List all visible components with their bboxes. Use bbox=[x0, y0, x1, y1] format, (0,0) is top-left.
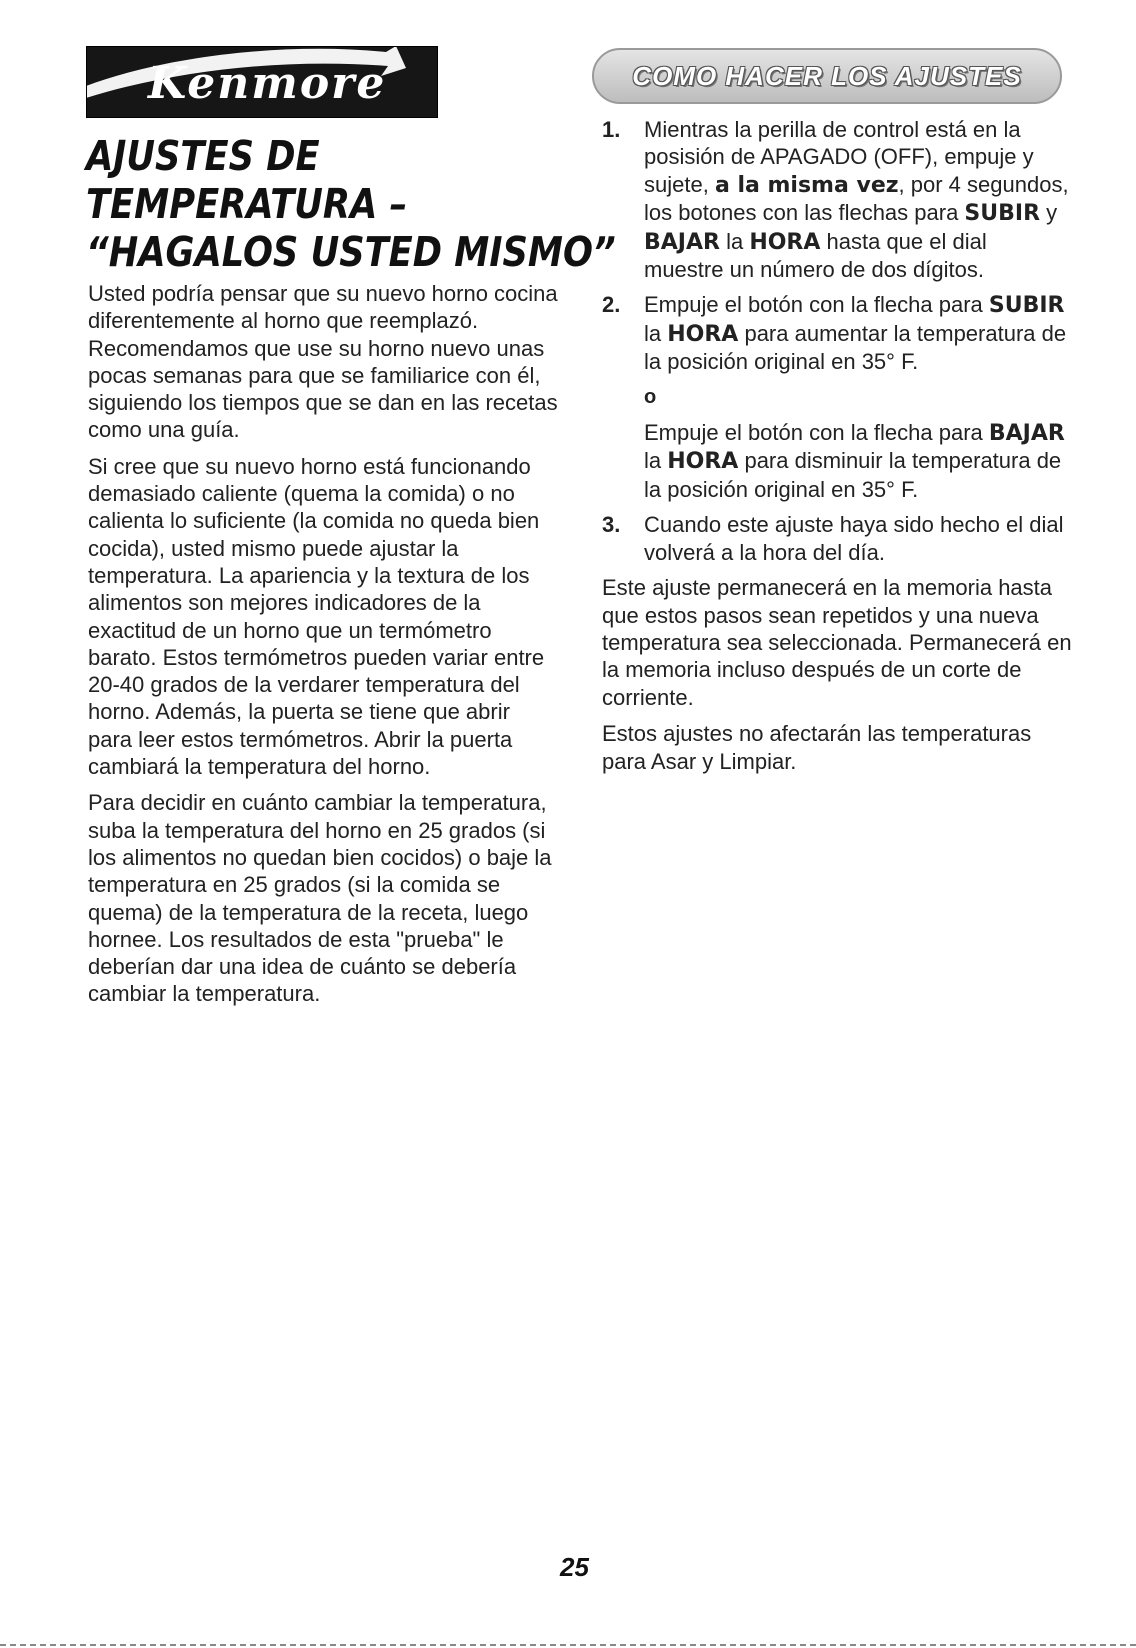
memory-note-paragraph: Este ajuste permanecerá en la memoria hasta que estos pasos sean repetidos y una nueva temperatura sea seleccionada. Permanecerá en la memoria incluso después de un corte de corriente. bbox=[602, 575, 1072, 710]
step-or-separator: o bbox=[644, 385, 657, 408]
step-2 bbox=[602, 291, 1072, 375]
broil-clean-note-paragraph: Estos ajustes no afectarán las temperaturas para Asar y Limpiar. bbox=[602, 721, 1032, 774]
step-text: la bbox=[644, 448, 668, 474]
step-text: Empuje el botón con la flecha para bbox=[644, 420, 989, 446]
step-keyword: BAJAR bbox=[988, 421, 1065, 447]
section-banner bbox=[592, 48, 1062, 104]
step-text: Cuando este ajuste haya sido hecho el dial volverá a la hora del día. bbox=[644, 512, 1064, 565]
step-text: para aumentar la temperatura de la posición original en 35° F. bbox=[644, 320, 1067, 375]
step-text: y bbox=[1040, 200, 1058, 226]
step-text: hasta que el dial muestre un número de dos dígitos. bbox=[644, 228, 987, 283]
intro-paragraph-1: Usted podría pensar que su nuevo horno cocina diferentemente al horno que reemplazó. Recomendamos que use su horno nuevo unas pocas semanas para que se familiarice con él, siguiendo los tiempos que se dan en las recetas como una guía. bbox=[88, 281, 558, 443]
step-1 bbox=[602, 116, 1072, 283]
title-line-3: “HAGALOS USTED MISMO” bbox=[86, 228, 616, 276]
step-keyword: HORA bbox=[667, 449, 739, 475]
step-keyword: HORA bbox=[667, 321, 739, 347]
title-line-2: TEMPERATURA – bbox=[86, 180, 408, 228]
step-keyword: SUBIR bbox=[988, 293, 1065, 319]
step-text: , por 4 segundos, los botones con las flechas para bbox=[644, 171, 1069, 226]
step-keyword: SUBIR bbox=[964, 201, 1041, 227]
page-title bbox=[86, 132, 616, 276]
step-text: para disminuir la temperatura de la posición original en 35° F. bbox=[644, 448, 1062, 502]
intro-paragraph-2: Si cree que su nuevo horno está funcionando demasiado caliente (quema la comida) o no calienta lo suficiente (la comida no queda bien cocida), usted mismo puede ajustar la temperatura. La apariencia y la textura de los alimentos son mejores indicadores de la exactitud de un horno que un termómetro barato. Estos termómetros pueden variar entre 20-40 grados de la verdarer temperatura del horno. Además, la puerta se tiene que abrir para leer estos termómetros. Abrir la puerta cambiará la temperatura del horno. bbox=[88, 453, 545, 780]
step-keyword: a la misma vez bbox=[714, 172, 899, 198]
step-number: 2. bbox=[602, 292, 621, 318]
intro-column bbox=[88, 280, 558, 1017]
instructions-column bbox=[602, 116, 1072, 784]
logo-wordmark: Kenmore bbox=[148, 58, 387, 109]
kenmore-logo bbox=[86, 46, 438, 118]
step-3 bbox=[602, 511, 1072, 566]
step-text: la bbox=[719, 228, 750, 254]
step-2-alternative bbox=[602, 419, 1072, 503]
step-keyword: BAJAR bbox=[644, 229, 720, 255]
title-line-1: AJUSTES DE bbox=[86, 132, 320, 180]
step-number: 1. bbox=[602, 117, 621, 142]
step-number: 3. bbox=[602, 512, 621, 538]
step-text: Mientras la perilla de control está en la posisión de APAGADO (OFF), empuje y sujete, bbox=[644, 117, 1034, 197]
section-banner-label: COMO HACER LOS AJUSTES bbox=[632, 60, 1022, 91]
intro-paragraph-3: Para decidir en cuánto cambiar la temperatura, suba la temperatura del horno en 25 grados (si los alimentos no quedan bien cocidos) o baje la temperatura en 25 grados (si la comida se quema) de la temperatura de la receta, luego hornee. Los resultados de esta "prueba" le deberían dar una idea de cuánto se debería cambiar la temperatura. bbox=[88, 790, 552, 1007]
bottom-divider bbox=[0, 1644, 1136, 1646]
page-number: 25 bbox=[560, 1552, 589, 1582]
step-text: Empuje el botón con la flecha para bbox=[644, 292, 989, 318]
step-keyword: HORA bbox=[749, 229, 821, 255]
step-text: la bbox=[644, 320, 668, 346]
